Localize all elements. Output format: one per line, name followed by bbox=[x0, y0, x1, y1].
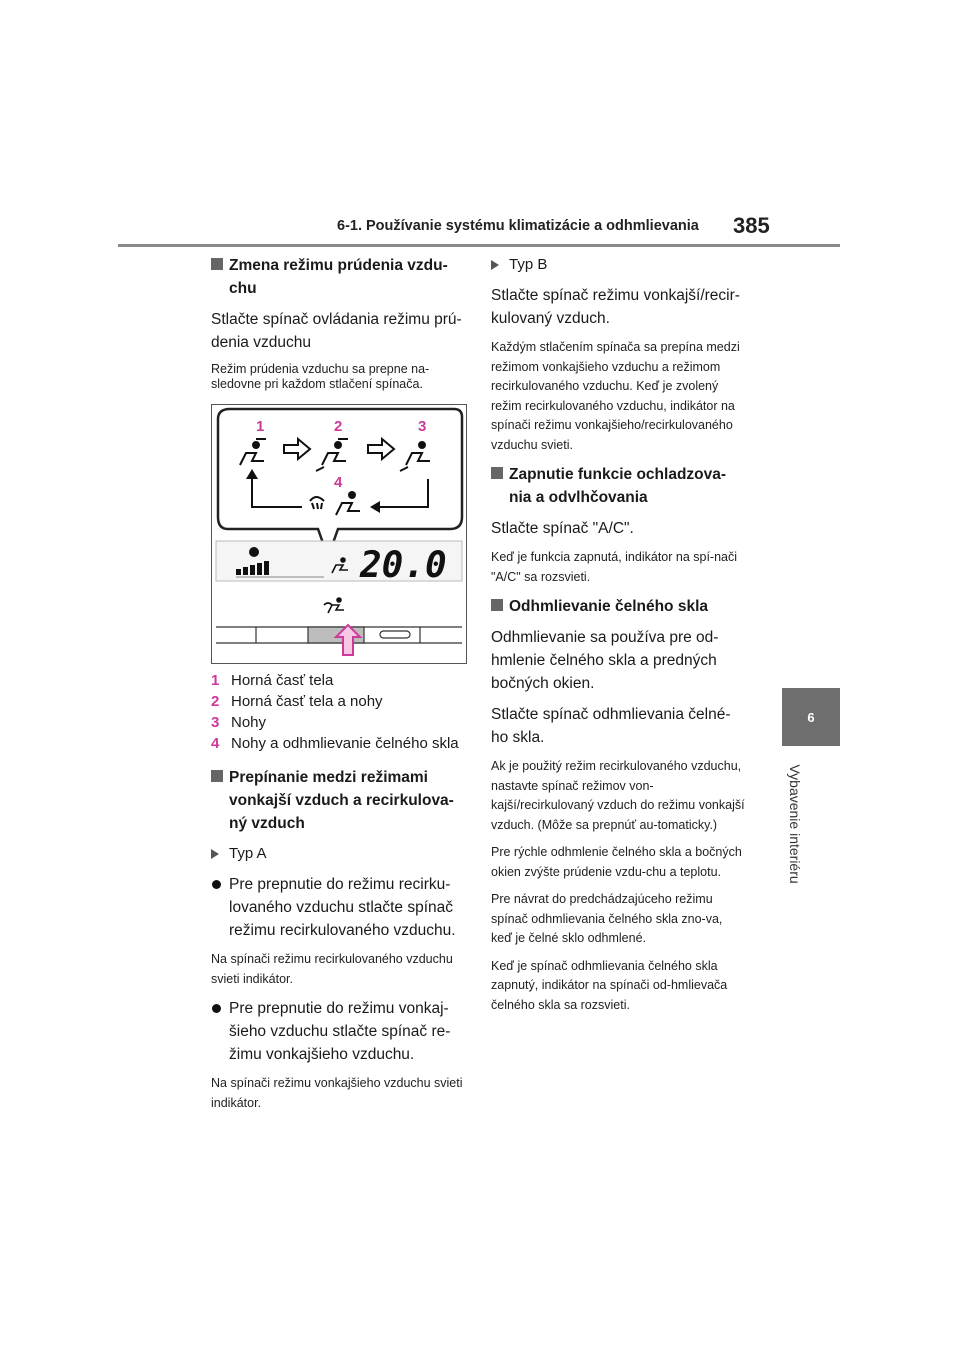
temperature-readout: 20.0 bbox=[360, 545, 447, 586]
switch-indicator bbox=[380, 631, 410, 638]
recirc-note: Na spínači režimu recirkulovaného vzduchu svieti indikátor. bbox=[211, 952, 453, 986]
square-bullet-icon bbox=[211, 770, 223, 782]
heading-text: Zmena režimu prúdenia vzdu-chu bbox=[229, 257, 448, 297]
ac-instruction: Stlačte spínač "A/C". bbox=[491, 520, 634, 537]
defog-note-3: Pre návrat do predchádzajúceho režimu spínač odhmlievania čelného skla zno-va, keď je čelné sklo odhmlené. bbox=[491, 892, 723, 945]
defog-text-1: Odhmlievanie sa používa pre od-hmlenie čelného skla a predných bočných okien. bbox=[491, 629, 719, 692]
legend-number: 2 bbox=[211, 693, 220, 710]
airflow-mode-figure bbox=[211, 404, 467, 664]
type-text: Typ B bbox=[509, 256, 548, 273]
chapter-number: 6 bbox=[807, 709, 815, 725]
type-b-instruction: Stlačte spínač režimu vonkajší/recir-kulovaný vzduch. bbox=[491, 287, 740, 327]
mode-legend bbox=[211, 670, 466, 754]
airflow-note: Režim prúdenia vzduchu sa prepne na-sledovne pri každom stlačení spínača. bbox=[211, 362, 430, 391]
section-heading-ac bbox=[491, 463, 746, 509]
legend-text: Horná časť tela a nohy bbox=[231, 693, 383, 710]
legend-text: Nohy bbox=[231, 714, 267, 731]
page-number: 385 bbox=[733, 213, 770, 238]
legend-item bbox=[211, 691, 466, 712]
mode-label-1: 1 bbox=[256, 418, 265, 435]
heading-text: Odhmlievanie čelného skla bbox=[509, 598, 708, 615]
heading-text: Zapnutie funkcie ochladzova-nia a odvlhčovania bbox=[509, 466, 727, 506]
dot-bullet-icon bbox=[212, 1004, 221, 1013]
mode-label-3: 3 bbox=[418, 418, 427, 435]
defog-note-1: Ak je použitý režim recirkulovaného vzduchu, nastavte spínač režimov von-kajší/recirkulovaný vzduch do režimu vonkajší vzduch. (Môže sa prepnúť au-tomaticky.) bbox=[491, 759, 745, 832]
type-b-label bbox=[491, 254, 746, 276]
legend-number: 1 bbox=[211, 672, 220, 689]
mode-label-4: 4 bbox=[334, 474, 343, 491]
type-text: Typ A bbox=[229, 845, 267, 862]
mode-switch-label-icon bbox=[324, 598, 344, 613]
ac-note: Keď je funkcia zapnutá, indikátor na spí-nači "A/C" sa rozsvieti. bbox=[491, 550, 738, 584]
fan-icon bbox=[249, 547, 259, 557]
legend-text: Horná časť tela bbox=[231, 672, 334, 689]
legend-text: Nohy a odhmlievanie čelného skla bbox=[231, 735, 459, 752]
recirc-bullet bbox=[211, 873, 466, 942]
square-bullet-icon bbox=[491, 599, 503, 611]
type-a-label bbox=[211, 843, 466, 865]
running-header: 6-1. Používanie systému klimatizácie a odhmlievania bbox=[337, 218, 699, 234]
defog-note-4: Keď je spínač odhmlievania čelného skla zapnutý, indikátor na spínači od-hmlievača čelného skla sa rozsvieti. bbox=[491, 958, 728, 1012]
airflow-instruction: Stlačte spínač ovládania režimu prú-denia vzduchu bbox=[211, 311, 462, 351]
bullet-text: Pre prepnutie do režimu vonkaj-šieho vzduchu stlačte spínač re-žimu vonkajšieho vzduchu. bbox=[229, 1000, 451, 1063]
header-rule bbox=[118, 244, 840, 247]
dot-bullet-icon bbox=[212, 880, 221, 889]
triangle-bullet-icon bbox=[491, 260, 499, 270]
type-b-note: Každým stlačením spínača sa prepína medzi režimom vonkajšieho vzduchu a režimom recirkulovaného vzduchu. Keď je zvolený režim recirkulovaného vzduchu, indikátor na spínači režimu vonkajšieho/recirkulovaného vzduchu svieti. bbox=[491, 340, 740, 452]
outside-air-bullet bbox=[211, 997, 466, 1066]
legend-number: 3 bbox=[211, 714, 220, 731]
section-heading-airflow bbox=[211, 254, 466, 300]
square-bullet-icon bbox=[211, 258, 223, 270]
legend-number: 4 bbox=[211, 735, 220, 752]
legend-item bbox=[211, 712, 466, 733]
defog-text-2: Stlačte spínač odhmlievania čelné-ho skla. bbox=[491, 706, 731, 746]
airflow-diagram bbox=[212, 405, 466, 663]
bullet-text: Pre prepnutie do režimu recirku-lovaného vzduchu stlačte spínač režimu recirkulovaného vzduchu. bbox=[229, 876, 456, 939]
legend-item bbox=[211, 733, 466, 754]
legend-item bbox=[211, 670, 466, 691]
square-bullet-icon bbox=[491, 467, 503, 479]
chapter-side-label bbox=[780, 758, 810, 898]
section-heading-recirculation bbox=[211, 766, 466, 835]
defog-note-2: Pre rýchle odhmlenie čelného skla a bočných okien zvýšte prúdenie vzdu-chu a teplotu. bbox=[491, 845, 742, 879]
chapter-label-text: Vybavenie interiéru bbox=[787, 764, 803, 884]
heading-text: Prepínanie medzi režimami vonkajší vzduch a recirkulova-ný vzduch bbox=[229, 769, 454, 832]
triangle-bullet-icon bbox=[211, 849, 219, 859]
left-column bbox=[211, 254, 466, 1121]
right-column bbox=[491, 254, 746, 1023]
chapter-tab bbox=[782, 688, 840, 746]
section-heading-defog bbox=[491, 595, 746, 618]
mode-label-2: 2 bbox=[334, 418, 343, 435]
outside-air-note: Na spínači režimu vonkajšieho vzduchu svieti indikátor. bbox=[211, 1076, 463, 1110]
